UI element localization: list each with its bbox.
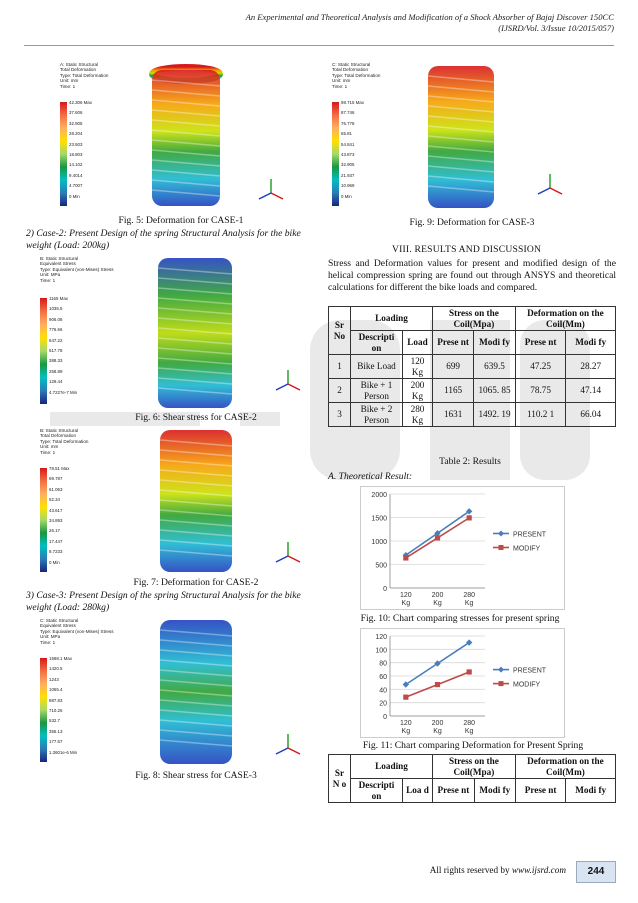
fig10-caption: Fig. 10: Chart comparing stresses for present spring (360, 613, 560, 624)
x-tick-label: Kg (401, 728, 411, 735)
fig7-legend-title: B: Static Structural Total Deformation Type: Total Deformation Unit: mm Time: 1 (40, 428, 89, 455)
fig7-legend-values: 78.51 Max 69.787 61.063 52.34 43.617 34.893 26.17 17.447 8.7233 0 Min (49, 466, 70, 565)
y-tick-label: 0 (383, 714, 387, 721)
coordinate-triad-icon (276, 370, 300, 390)
coordinate-triad-icon (538, 174, 562, 194)
col-header-deformation: Deformation on the Coil(Mm) (515, 307, 615, 331)
col-header-stress: Stress on the Coil(Mpa) (433, 755, 516, 779)
header-rule (24, 45, 614, 46)
color-scale-bar (40, 468, 47, 572)
x-tick-label: 280 (463, 720, 476, 727)
col-header-deform-modify: Modi fy (566, 779, 616, 803)
x-tick-label: Kg (401, 600, 411, 607)
legend-label: MODIFY (513, 545, 541, 553)
deformation-comparison-chart (360, 628, 565, 738)
x-tick-label: 120 (399, 720, 412, 727)
legend-label: PRESENT (513, 531, 547, 539)
fig6-caption: Fig. 6: Shear stress for CASE-2 (135, 412, 257, 423)
color-scale-bar (40, 658, 47, 762)
col-header-deformation: Deformation on the Coil(Mm) (515, 755, 615, 779)
spring-model-render (136, 58, 296, 213)
col-header-load: Loa d (403, 779, 433, 803)
figure-deformation-case1 (56, 58, 296, 213)
x-tick-label: Kg (433, 728, 442, 735)
table-row: 1 Bike Load 120 Kg 699 639.5 47.25 28.27 (329, 355, 616, 379)
y-tick-label: 1000 (371, 539, 387, 546)
figure-shear-stress-case3 (36, 616, 306, 768)
x-tick-label: Kg (433, 600, 442, 607)
x-tick-label: 200 (431, 720, 444, 727)
theoretical-heading: A. Theoretical Result: (328, 471, 413, 482)
fig5-legend-title: A: Static Structural Total Deformation Type: Total Deformation Unit: mm Time: 1 (60, 62, 109, 89)
results-paragraph: Stress and Deformation values for present and modified design of the helical compression spring are found out through ANSYS and theoretical calculations for different the bike loads and compared. (328, 258, 616, 294)
col-header-stress-modify: Modi fy (474, 779, 515, 803)
coordinate-triad-icon (276, 542, 300, 562)
y-tick-label: 100 (375, 647, 387, 655)
figure-shear-stress-case2 (36, 254, 306, 412)
fig5-legend-values: 42.306 Max 37.606 32.905 28.204 23.503 18.803 14.102 9.4014 4.7007 0 Min (69, 100, 92, 199)
running-header (194, 12, 614, 34)
spring-model-render (146, 616, 306, 768)
coordinate-triad-icon (276, 734, 300, 754)
spring-model-render (410, 58, 570, 213)
footer-site-link[interactable]: www.ijsrd.com (511, 865, 566, 875)
color-scale-bar (40, 298, 47, 404)
x-tick-label: 120 (399, 592, 412, 599)
y-tick-label: 40 (379, 687, 387, 695)
y-tick-label: 120 (375, 634, 387, 641)
spring-model-render (146, 254, 306, 412)
fig8-legend-values: 1598.1 Max 1420.5 1243 1065.4 887.83 710.26 532.7 355.13 177.57 1.3601e-6 Min (49, 656, 78, 755)
table-caption: Table 2: Results (439, 456, 501, 467)
data-point (403, 555, 408, 560)
col-header-deform-present: Prese nt (515, 779, 566, 803)
fig5-caption: Fig. 5: Deformation for CASE-1 (118, 215, 244, 226)
legend-label: PRESENT (513, 667, 547, 675)
section-heading-results: VIII. RESULTS AND DISCUSSION (392, 244, 542, 255)
table-row: 2 Bike + 1 Person 200 Kg 1165 1065. 85 78.75 47.14 (329, 379, 616, 403)
coordinate-triad-icon (259, 179, 283, 199)
col-header-sr: Sr N o (329, 755, 351, 803)
fig9-legend-values: 98.715 Max 87.746 76.778 65.81 54.841 43.873 32.905 21.937 10.969 0 Min (341, 100, 364, 199)
color-scale-bar (332, 102, 339, 206)
fig7-caption: Fig. 7: Deformation for CASE-2 (133, 577, 259, 588)
y-tick-label: 60 (379, 674, 387, 681)
data-point (435, 535, 440, 540)
col-header-description: Descripti on (351, 779, 403, 803)
col-header-deform-modify: Modi fy (566, 331, 616, 355)
y-tick-label: 80 (379, 660, 387, 668)
data-point (467, 669, 472, 674)
col-header-stress-present: Prese nt (433, 331, 474, 355)
col-header-stress-present: Prese nt (433, 779, 475, 803)
figure-deformation-case2 (36, 426, 306, 576)
y-tick-label: 0 (383, 586, 387, 593)
footer-rights: All rights reserved by www.ijsrd.com (429, 865, 566, 875)
y-tick-label: 1500 (371, 515, 387, 523)
stress-comparison-chart (360, 486, 565, 610)
spring-model-render (146, 426, 306, 576)
col-header-stress: Stress on the Coil(Mpa) (433, 307, 516, 331)
x-tick-label: Kg (464, 728, 474, 735)
col-header-description: Descripti on (351, 331, 403, 355)
y-tick-label: 2000 (371, 492, 387, 499)
fig8-legend-title: C: Static Structural Equivalent Stress Type: Equivalent (von-Mises) Stress Unit: MPa Time: 1 (40, 618, 114, 645)
data-point (435, 682, 440, 687)
legend-label: MODIFY (513, 681, 541, 689)
y-tick-label: 20 (379, 700, 387, 708)
col-header-sr: Sr No (329, 307, 351, 355)
case3-heading: 3) Case-3: Present Design of the spring Structural Analysis for the bike weight (Load: 280kg) (26, 590, 301, 613)
header-issue: (IJSRD/Vol. 3/Issue 10/2015/057) (498, 23, 614, 33)
results-table-continued (328, 754, 616, 803)
x-tick-label: Kg (464, 600, 474, 607)
fig6-legend-values: 1165 Max 1035.5 906.08 776.66 647.22 517.78 388.33 258.89 129.44 4.7227e-7 Min (49, 296, 78, 395)
color-scale-bar (60, 102, 67, 206)
fig11-caption: Fig. 11: Chart comparing Deformation for Present Spring (362, 740, 584, 751)
fig6-legend-title: B: Static Structural Equivalent Stress Type: Equivalent (von-Mises) Stress Unit: MPa Time: 1 (40, 256, 114, 283)
x-tick-label: 200 (431, 592, 444, 599)
table-row: 3 Bike + 2 Person 280 Kg 1631 1492. 19 110.2 1 66.04 (329, 403, 616, 427)
col-header-stress-modify: Modi fy (474, 331, 516, 355)
page-number: 244 (576, 861, 616, 883)
col-header-loading: Loading (351, 755, 433, 779)
fig9-legend-title: C: Static Structural Total Deformation Type: Total Deformation Unit: mm Time: 1 (332, 62, 381, 89)
x-tick-label: 280 (463, 592, 476, 599)
legend-marker (499, 681, 504, 686)
data-point (403, 695, 408, 700)
y-tick-label: 500 (375, 562, 387, 570)
legend-marker (499, 545, 504, 550)
col-header-load: Load (403, 331, 433, 355)
figure-deformation-case3 (330, 58, 570, 213)
col-header-deform-present: Prese nt (515, 331, 566, 355)
data-point (467, 515, 472, 520)
results-table (328, 306, 616, 427)
col-header-loading: Loading (351, 307, 433, 331)
header-title: An Experimental and Theoretical Analysis and Modification of a Shock Absorber of Bajaj Discover 150CC (245, 12, 614, 22)
fig9-caption: Fig. 9: Deformation for CASE-3 (409, 217, 535, 228)
case2-heading: 2) Case-2: Present Design of the spring Structural Analysis for the bike weight (Load: 200kg) (26, 228, 301, 251)
fig8-caption: Fig. 8: Shear stress for CASE-3 (135, 770, 257, 781)
